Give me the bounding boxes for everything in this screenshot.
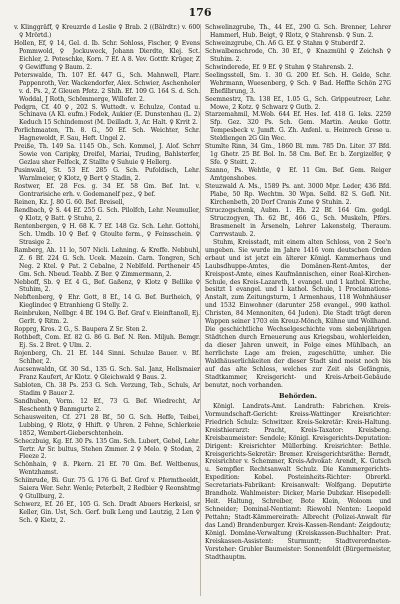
left-column (14, 24, 200, 525)
gazetteer-entry: Szanno, Ps. Wehtle, ♀ Ef. 11 Gm. Bef. Gem. Reiger Amtgenshobes. (205, 167, 391, 183)
gazetteer-entry: Stumlte Rinn, 34 Gm., 1860 Bl. mm. 785 Dn. Liter. 37 Bfd. 1g Ghetr. 25 Bf. Bol. In. 58 Cm. Bef. Er. b. Zergizelfer, ♀ Sfe. ♀ Steitt. 2. (205, 143, 391, 167)
gazetteer-entry: Reinbruken, Nellbgr. 4 Bf. 194 G. Bef. Graf v. Eleinftanoll, Ej. Gerlt. ♀ Ritm. 2. (14, 310, 200, 326)
gazetteer-entry: Nebboff, Sb. ♀ Ef. 4 G., Bef. Gaßenz, ♀ Klotz ♀ Bellike ♀ Stuhim, 2. (14, 278, 200, 294)
right-column (205, 24, 391, 562)
gazetteer-entry: Peterswalde, Th. 107 Ef. 447 G., Sch. Mahnwell, Plarr. Pappenroth, Ver. Wackendorfer, Alex. Schwier, Aschenholer v. d. Ps. 2, Z Gleuen Pfetz. 2 Shlh. Ef. 109 G. 164 S. d. Sch. Woddal, J Roth, Schömmerge, Willofer. 2. (14, 71, 200, 103)
column-divider (200, 24, 201, 596)
authorities-paragraph: Königl. Landrats-Amt. Landrath: Fabrichen. Kreis-Vormundschaft-Gericht: Kreiss-Wattinger Kreisrichter: Friedrich Schulz: Schwitzer. Kreis-Sekretär: Kreis-Haltung. Kreisthierarzt: Pracht, Kreis-Taxator: Kreisbeng. Kreisbaumeister: Sendele; Königl. Kreisgerichts-Deputation: Dirigent: Kreisrichter Müllerbing. Kreisrichter: Bethle. Kreisgerichts-Sekretär: Bremer. Kreisgerichtsräthe: Berndt, Kreisrichter v. Schemmer, Kreis-Advokat: Arendt, K. Gutsch u. Sempfler. Rechtsanwalt Schulz. Die Kammergerichts-Expedition: Kobel. Posteinheits-Richter: Obrerkl. Secretariats-Fabrikant: Kreisanwalt: Wolfgang. Deputirte Brandholz. Wahlmeister: Dicker, Marie Dubzkar. Hisepedell: Heit. Haltung, Schreiber, Bote Klein, Woloom und Schneider; Dominal-Nentiamt: Riewohl Nenten: Leopold Pettahn; Stadt-Kämmereirath: Albrecht (Polizei-Anwalt für das Land) Brandenburger. Kreis-Kassen-Rendant: Zeigdoutz; Königl. Domäne-Verwaltung (Kreiskassen-Buchhalter: Prat. Kreiskassen-Assistent: Sturmuntt; Stadtverordneten-Vorsteher: Grubler Baumeister: Sonnenfeldt (Bürgermeister, Stadthauptm. (205, 402, 391, 561)
gazetteer-entry: Aucsenwaldn, Gf. 30 Sd., 135 G. Sch. Sal. Janz, Hellsmaier Franz Kaufert, Ar Klotz. ♀ Gleichwald ♀ Baus. 2. (14, 365, 200, 381)
gazetteer-entry: Rostwer, Ef. 28 Fcs. g. 34 Ef. 58 Gm. Bef. Int. v. Gontrarisiche erh. v. Godemanelf pez., ♀ bef. (14, 183, 200, 199)
gazetteer-entry: Pedgrn, Cf. 40 ♀, 202 S. Wuttedt. v. Echulze, Contad u. Schinava (A Kl. eufm.) Fodek, Aukier (E. Dunstenhau (L. 2) Keduch 15 Schindemost (M. Deilladt. 3, Ar. Halt. ♀ Krrit 2. (14, 103, 200, 127)
section-heading: Behörden. (279, 391, 317, 400)
gazetteer-entry: Schwerz, Ef. 26 Ef., 105 G. Sch. Dradt Abuers Herkeisl, sr Keller, Gin. Ust, Sch. Gerf. bulk Leng und Lautzig, 2 Len ♀ Sch. ♀ Kietz, 2. (14, 501, 200, 525)
gazetteer-entry: Sabloten, Ch. 38 Ps. 253 G. Sch. Verzung, Teb., Schuls, Ar Stadim ♀ Bauer 2. (14, 381, 200, 397)
gazetteer-entry: Hollen, Ef, ♀ 14, Gel. d. Ib. Schr. Sohloss, Fischer, ♀ Evens Pommwold, ♀ Jockuweck, Johann Dierdte, Klej. Sct. Eichler, 2. Poteschke, Korn. 7 Ef. A 8. Vev. Gottfr. Krüger, Z ♀ Gewiffung ♀ Baum. 2. (14, 39, 200, 71)
right-column-entries (205, 24, 391, 239)
gazetteer-entry: Rothbeft, Com. Ef. 82 G. 86 G. Bef. N. Ren. Miljuh. Bemgr. Ej. Ss. 2 Bret. ♀ Ulm. 2. (14, 334, 200, 350)
gazetteer-entry: Pusinwald, St. 53 Ef. 285 G. Sch. Pufoldisch, Lehr. Warnlmeier, ♀ Klotz, ♀ Bert ♀ Stadin, 2. (14, 167, 200, 183)
gazetteer-entry: Porlichmaaten, Th. 8. G., 50 Ef. Sch. Weichter, Schr. Hagnewoldt, F. Sau, Heft. Ungel 2. (14, 127, 200, 143)
gazetteer-entry: Schausweiten, Cf. 271 28 Bf., 50 G. Sch. Heffe, Teibei, Lubbing, ♀ Rlotz, ♀ Hhift. ♀ Uhren. 2 Fehne, Schlerkeie 1852, Wembert-Gieberschtenhein. (14, 413, 200, 437)
gazetteer-entry: Seelingsstell, Sm. 1. 30 G. 200 Ef. Sch. H. Gelde, Schr. Wehrmann, Wuesenberg, ♀ Sch. ♀ Bad. Heffte Schön 27G Ehefilbrung, 3. (205, 71, 391, 95)
gazetteer-entry: Rendbach, ♀ S. 44 Ef. 255 G. Sch. Pilolfch, Lehr. Neumuller, ♀ Klotz, ♀ Batt. ♀ Stuhu, 2. (14, 206, 200, 222)
gazetteer-entry: Scheczbuig, Kg. Ef. 30 Ps. 135 Gm. Sch. Lubert, Gebel, Lehr. Tertr. Ar Sr. bultus, Stehen Zmmer. 2 ♀ Melo. ♀ Stodan, 2 Fleeze 2. (14, 437, 200, 461)
gazetteer-entry: Schweinzgrube, Ch. A6 G. Ef. ♀ Stahm ♀ Stuberdf 2. (205, 39, 366, 47)
gazetteer-entry: Schönhain, ♀ ß. Pkern. 21 Ef. 70 Gm. Bef. Weltbenus, Wentzhamst. (14, 461, 200, 477)
gazetteer-entry: Ropprg, Kros. 2 G., S. Baupera Z Sr. Sten 2. (14, 326, 148, 334)
gazetteer-entry: Starzemahmil, M.Wob. 644 Ef. Hes. Ief. 418 G. Ieks. 2259 Sfp. Gez. 320 Ps. Sch. Gem. Martin. Aeuke Gottr. Tempesbeck v. Jumft. G. Zh. Anfenl. u. Heinrech Grese u. Steldiengen 2G Gin Wec. (205, 111, 391, 143)
gazetteer-entry: Sandhuben, Vorm. 12 Ef., 73 G. Bef. Wiedrecht, Ar Reschenth ♀ Banmgurte 2. (14, 397, 200, 413)
stuhm-paragraph: Stuhm, Kreisstadt, mit einem alten Schloss, von 2 See'n umgeben. Sie wurde im Jahre 1416 vom deutschen Orden erbaut und ist jetzt ein älterer Königl. Kammerhaus und Laubsdhuppe-Amtes, die Domänen-Rent-Amtes, der Kreispost-Amte, eines Kaufmännischen, einer Real-Kirchen-Schule, des Kreis-Lazareth, 1 evangel. und 1 kathol. Kirche, besitzt 1 evangel. und 1 kathol. Schule, 1 Proclamations-Anstalt, zum Zeitungsturm, 1 Armenhaus, 118 Wohnhäuser und 1532 Einwohner (darunter 258 evangel., 990 kathol. Christen, 84 Mennoniten, 64 Juden). Die Stadt trägt deren Wappen seiner 1703 ein Kreuz-Mönch, Kühne und Wollhand. Die geschichtliche Wechselgeschichte vom siebenjährigen Städtchen durch Erneuerung aus Kriegsbau, wohlerleiden, da dieser Jahren unweit, in Folge eines Mühlbach, an herrlichste Lage am freien, zugeschütte, umher. Die Waldhäuserlichkeiten der dieser Stadt sind meist noch bis auf das alte Schloss, welches zur Zeit als Gefängnis, Stadtkammer, Kreisgericht- und Kreis-Arbeit-Gebäude benutzt, noch vorhanden. (205, 238, 391, 389)
gazetteer-entry: Schiinrude, Bi. Gur. 75 G. 176 G. Bef. Grof v. Pfermtheeldt, Saiera Wer. Sehr. Wenle; Peterbelt, 2 Redbier ♀ Reonshtmg ♀ Gtullburg, 2. (14, 477, 200, 501)
gazetteer-entry: Schwelinzgrube, Th., 44 Ef., 290 G. Sch. Brenner, Lehrer Hammerl, Hub. Beigt, ♀ Rlotz, ♀ Stahrensb. ♀ Sun. 2. (205, 24, 391, 39)
page-number: 176 (188, 6, 212, 19)
gazetteer-entry: v. Klinggräff, ♀ Kreuzrde d Leslie ♀ Brab. 2 ((Bälrdtr.) v. 600 ♀ Mrörtd.) (14, 24, 200, 39)
gazetteer-entry: Nebftenberg, ♀ Ehr. Gott, 8 Ef., 14 G. Bef. Burlheich, ♀ Kieglindec ♀ Etranhieng G Stelly. 2. (14, 294, 200, 310)
gazetteer-entry: Reinen, Kz. J. 80 G. 60. Bef. Breisell, (14, 198, 125, 206)
gazetteer-entry: Schwinderede, Ef. 9 Ef. ♀ Stuhm ♀ Stahrensb. 2. (205, 63, 354, 71)
gazetteer-entry: Rentenbergen, ♀ H. 68 K. 7 Ef. 148 Gz. Sch. Lehr. Gottohi, Sch. Umdb. 10 ♀ Bef. ♀ Gtoulte ferm., ♀ Feinsschein. ♀ Strasige 2. (14, 222, 200, 246)
gazetteer-entry: Steuzwald A. Ms., 1589 Ps. ant. 3000 Mpr. Leder, 436 Bfd. Plabe, 50 Rp. Wechtm. 30 Wpn. Selld. 82 S. Gefl. Nit. Kirchenbeth, 20 Dorf Cranis Zune ♀ Stuhin. 2. (205, 183, 391, 206)
gazetteer-entry: Struczogschenk, Aubm. 1. Eh. 22 Bf. 164 Gm. gedgl. Struczogyen, Th. 62 Bf., 466 G., Sch. Muskeln, Pförs. Brasmenelt in Ärseneln, Lehrer Lakenstelg, Theraum. Carrwstaub. 2. (205, 206, 391, 238)
gazetteer-entry: Preiße, Th. 149 Sa. 1145 Ob., Sch. Kommel, J. Alof. Schrr Sowie von Caripky, Dreifel, Mariai, Truding, Bahlsterfer, Gezlau sher Felfeck, Z Stallte ♀ Suhuie ♀ Hellerg. (14, 143, 200, 167)
gazetteer-entry: Schwalbenschrode, Ch. 30 Ef., ♀ Knazmühl ♀ Zeichsh ♀ Stuhim. 2. (205, 47, 391, 63)
gazetteer-entry: Rojenberg, Ch. 21 Ef. 144 Sinni. Schulze Bauer. v. Bf. Schlher, 2. (14, 350, 200, 366)
gazetteer-entry: Seemnestrz, Th. 138 Ef., 1.05 G., Sch. Grippeutreer, Lehr. Mowe, 2 Kotz. ♀ Schwarz ♀ Gutb. 2. (205, 95, 391, 111)
gazetteer-entry: Ramberg, Ah. 11 lo, 507 Nicli. Lehning. & Kreffe. Nebbuhl, Z. 6 Bf. 224 G. Sch. Ucek. Mazein. Carn. Tongren, Sch Neg. 2 Ktel. ♀ Pat. 2 Cebalne, 2 Neblfeld. Pertheneir 45 Gm. Sch. Nbeud. Teabb. Z Ber. ♀ Zimmermann, 2. (14, 246, 200, 278)
